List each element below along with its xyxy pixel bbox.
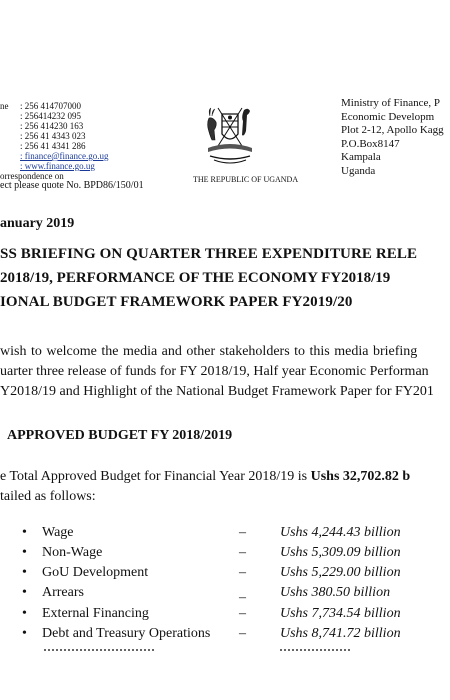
briefing-title-line-3: IONAL BUDGET FRAMEWORK PAPER FY2019/20 (0, 294, 353, 310)
contact-value: : 256414232 095 (20, 111, 82, 121)
contact-block (0, 101, 144, 191)
budget-item-dash: – (239, 626, 246, 641)
contact-phone-1 (0, 101, 144, 111)
bullet-icon: • (22, 585, 27, 600)
intro-line: uarter three release of funds for FY 2018/19, Half year Economic Performan (0, 364, 429, 379)
address-line: P.O.Box8147 (341, 137, 400, 150)
budget-item-label: Wage (42, 525, 74, 540)
budget-item-dash: – (239, 525, 246, 540)
budget-item-dash: – (239, 545, 246, 560)
budget-item-label: GoU Development (42, 565, 149, 580)
list-item (0, 525, 450, 545)
intro-paragraph (0, 342, 434, 402)
budget-total-text: e Total Approved Budget for Financial Year 2018/19 is (0, 469, 311, 484)
website-link[interactable]: : www.finance.go.ug (20, 161, 95, 171)
budget-item-dash: – (239, 606, 246, 621)
address-line: Economic Developm (341, 110, 435, 123)
briefing-title-line-2: 2018/19, PERFORMANCE OF THE ECONOMY FY2018/19 (0, 270, 391, 286)
contact-phone-5 (0, 141, 144, 151)
budget-intro-line-1 (0, 467, 410, 487)
contact-value: : 256 414230 163 (20, 121, 84, 131)
address-line: Ministry of Finance, P (341, 97, 440, 109)
contact-website (0, 161, 144, 171)
bullet-icon: • (22, 606, 27, 621)
intro-line: wish to welcome the media and other stakeholders to this media briefing (0, 344, 418, 359)
budget-item-label: Non-Wage (42, 545, 103, 560)
list-item (0, 626, 450, 646)
budget-item-amount: Ushs 5,309.09 billion (280, 545, 401, 560)
letter-date: anuary 2019 (0, 216, 75, 231)
budget-intro (0, 467, 410, 507)
address-line: Uganda (341, 164, 376, 177)
budget-intro-line-2: tailed as follows: (0, 489, 96, 504)
contact-phone-4 (0, 131, 144, 141)
budget-item-dash: – (239, 565, 246, 580)
reference-line: ect please quote No. BPD86/150/01 (0, 180, 144, 191)
budget-item-label: Arrears (42, 585, 84, 600)
correspondence-line: orrespondence on (0, 171, 64, 181)
coat-of-arms-emblem (200, 100, 260, 168)
bullet-icon: • (22, 545, 27, 560)
bullet-icon: • (22, 525, 27, 540)
contact-value: : 256 414707000 (20, 101, 82, 111)
budget-item-dash: – (239, 590, 246, 605)
address-line: Kampala (341, 151, 381, 163)
section-heading: APPROVED BUDGET FY 2018/2019 (7, 428, 233, 443)
bullet-icon: • (22, 565, 27, 580)
list-item (0, 585, 450, 605)
list-item (0, 565, 450, 585)
budget-item-amount: Ushs 5,229.00 billion (280, 565, 401, 580)
emblem-caption: THE REPUBLIC OF UGANDA (193, 175, 299, 184)
address-line: Plot 2-12, Apollo Kagg (341, 124, 444, 136)
list-item (0, 606, 450, 626)
budget-item-amount: Ushs 380.50 billion (280, 585, 391, 600)
budget-item-label: Debt and Treasury Operations (42, 626, 211, 641)
budget-item-amount: Ushs 7,734.54 billion (280, 606, 401, 621)
list-item (0, 545, 450, 565)
budget-item-label: External Financing (42, 606, 149, 621)
briefing-title-line-1: SS BRIEFING ON QUARTER THREE EXPENDITURE RELE (0, 246, 418, 262)
contact-phone-2 (0, 111, 144, 121)
ministry-address (341, 97, 444, 178)
intro-line: Y2018/19 and Highlight of the National Budget Framework Paper for FY201 (0, 384, 434, 399)
cropped-line-remnant (40, 648, 360, 652)
contact-value: : 256 41 4341 286 (20, 141, 86, 151)
contact-phone-3 (0, 121, 144, 131)
email-link[interactable]: : finance@finance.go.ug (20, 151, 109, 161)
contact-value: : 256 41 4343 023 (20, 131, 86, 141)
bullet-icon: • (22, 626, 27, 641)
budget-item-amount: Ushs 8,741.72 billion (280, 626, 401, 641)
budget-item-amount: Ushs 4,244.43 billion (280, 525, 401, 540)
budget-total-amount: Ushs 32,702.82 b (310, 469, 411, 484)
contact-email (0, 151, 144, 161)
contact-label: ne (0, 101, 9, 111)
